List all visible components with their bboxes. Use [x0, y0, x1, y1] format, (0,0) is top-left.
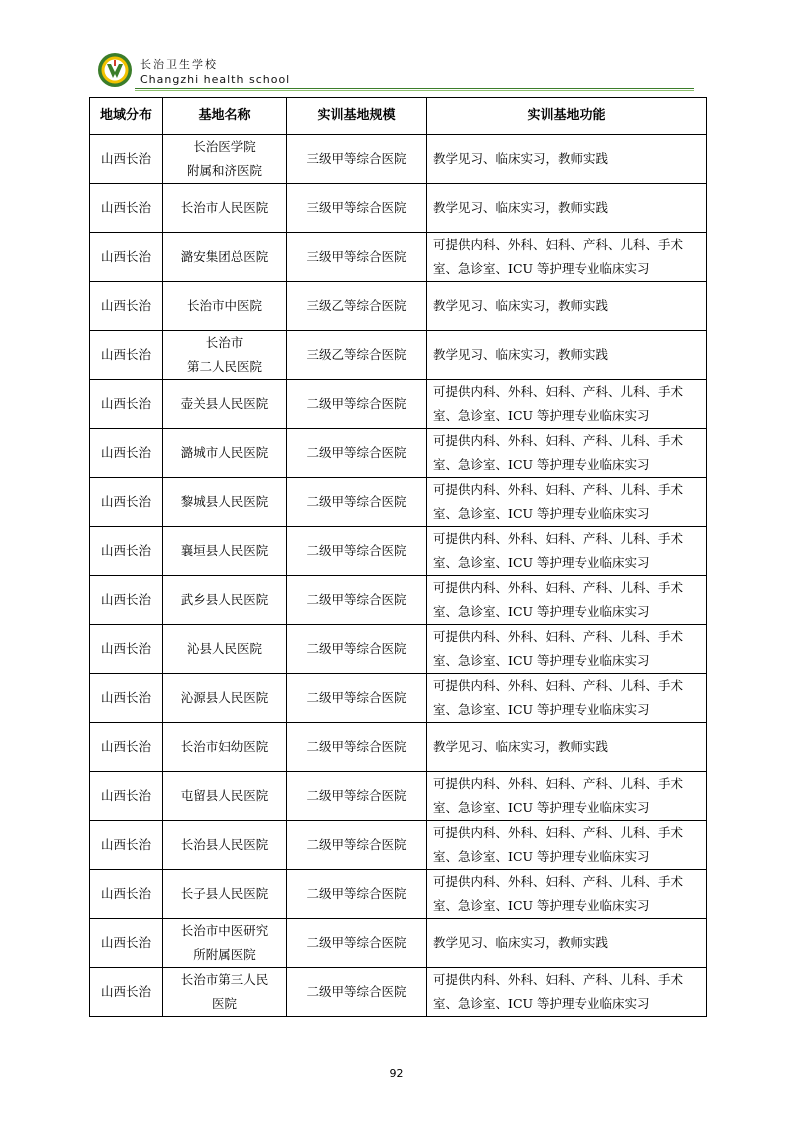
cell-scale: 三级甲等综合医院 [287, 233, 427, 282]
cell-function: 可提供内科、外科、妇科、产科、儿科、手术室、急诊室、ICU 等护理专业临床实习 [427, 380, 707, 429]
cell-scale: 二级甲等综合医院 [287, 625, 427, 674]
cell-region: 山西长治 [90, 429, 163, 478]
table-row [90, 429, 707, 478]
table-row [90, 527, 707, 576]
cell-function: 可提供内科、外科、妇科、产科、儿科、手术室、急诊室、ICU 等护理专业临床实习 [427, 968, 707, 1017]
table-header-row [90, 98, 707, 135]
cell-base-name: 长治市人民医院 [163, 184, 287, 233]
cell-function: 可提供内科、外科、妇科、产科、儿科、手术室、急诊室、ICU 等护理专业临床实习 [427, 674, 707, 723]
page-header [97, 52, 694, 92]
column-header-region: 地域分布 [90, 98, 163, 135]
table-row [90, 723, 707, 772]
training-base-table [89, 97, 707, 1017]
cell-scale: 二级甲等综合医院 [287, 380, 427, 429]
cell-scale: 三级乙等综合医院 [287, 282, 427, 331]
cell-region: 山西长治 [90, 576, 163, 625]
table-row [90, 380, 707, 429]
cell-region: 山西长治 [90, 919, 163, 968]
cell-function: 可提供内科、外科、妇科、产科、儿科、手术室、急诊室、ICU 等护理专业临床实习 [427, 429, 707, 478]
table-row [90, 674, 707, 723]
cell-base-name: 长子县人民医院 [163, 870, 287, 919]
cell-region: 山西长治 [90, 331, 163, 380]
cell-base-name: 襄垣县人民医院 [163, 527, 287, 576]
table-row [90, 233, 707, 282]
cell-function: 教学见习、临床实习，教师实践 [427, 919, 707, 968]
cell-base-name: 长治县人民医院 [163, 821, 287, 870]
cell-scale: 三级甲等综合医院 [287, 135, 427, 184]
table-row [90, 576, 707, 625]
cell-function: 教学见习、临床实习，教师实践 [427, 282, 707, 331]
table-row [90, 968, 707, 1017]
cell-function: 可提供内科、外科、妇科、产科、儿科、手术室、急诊室、ICU 等护理专业临床实习 [427, 478, 707, 527]
cell-scale: 二级甲等综合医院 [287, 576, 427, 625]
table-row [90, 184, 707, 233]
cell-scale: 二级甲等综合医院 [287, 821, 427, 870]
school-name-en: Changzhi health school [140, 73, 291, 86]
cell-function: 教学见习、临床实习，教师实践 [427, 331, 707, 380]
cell-base-name: 长治市妇幼医院 [163, 723, 287, 772]
cell-scale: 二级甲等综合医院 [287, 478, 427, 527]
cell-base-name: 潞安集团总医院 [163, 233, 287, 282]
cell-function: 可提供内科、外科、妇科、产科、儿科、手术室、急诊室、ICU 等护理专业临床实习 [427, 576, 707, 625]
cell-region: 山西长治 [90, 772, 163, 821]
table-row [90, 919, 707, 968]
table-row [90, 282, 707, 331]
table-row [90, 478, 707, 527]
cell-scale: 三级乙等综合医院 [287, 331, 427, 380]
header-rule-secondary [135, 90, 694, 91]
cell-base-name: 黎城县人民医院 [163, 478, 287, 527]
table-row [90, 331, 707, 380]
school-name-cn: 长治卫生学校 [140, 58, 218, 71]
cell-base-name: 沁源县人民医院 [163, 674, 287, 723]
cell-region: 山西长治 [90, 135, 163, 184]
cell-scale: 三级甲等综合医院 [287, 184, 427, 233]
table-row [90, 625, 707, 674]
cell-scale: 二级甲等综合医院 [287, 527, 427, 576]
table-row [90, 870, 707, 919]
column-header-scale: 实训基地规模 [287, 98, 427, 135]
cell-region: 山西长治 [90, 527, 163, 576]
school-logo-icon [97, 52, 133, 88]
cell-base-name: 武乡县人民医院 [163, 576, 287, 625]
cell-region: 山西长治 [90, 968, 163, 1017]
page-number: 92 [389, 1067, 404, 1080]
cell-scale: 二级甲等综合医院 [287, 968, 427, 1017]
cell-base-name: 长治市中医院 [163, 282, 287, 331]
cell-function: 可提供内科、外科、妇科、产科、儿科、手术室、急诊室、ICU 等护理专业临床实习 [427, 527, 707, 576]
column-header-function: 实训基地功能 [427, 98, 707, 135]
cell-base-name: 屯留县人民医院 [163, 772, 287, 821]
cell-scale: 二级甲等综合医院 [287, 723, 427, 772]
cell-region: 山西长治 [90, 282, 163, 331]
cell-base-name: 沁县人民医院 [163, 625, 287, 674]
cell-region: 山西长治 [90, 821, 163, 870]
cell-region: 山西长治 [90, 233, 163, 282]
cell-scale: 二级甲等综合医院 [287, 772, 427, 821]
cell-function: 教学见习、临床实习，教师实践 [427, 184, 707, 233]
cell-function: 可提供内科、外科、妇科、产科、儿科、手术室、急诊室、ICU 等护理专业临床实习 [427, 870, 707, 919]
table-body [90, 135, 707, 1017]
cell-base-name: 潞城市人民医院 [163, 429, 287, 478]
cell-base-name: 长治市 第二人民医院 [163, 331, 287, 380]
cell-base-name: 长治市第三人民 医院 [163, 968, 287, 1017]
cell-scale: 二级甲等综合医院 [287, 870, 427, 919]
cell-scale: 二级甲等综合医院 [287, 429, 427, 478]
table-row [90, 135, 707, 184]
cell-region: 山西长治 [90, 380, 163, 429]
cell-scale: 二级甲等综合医院 [287, 919, 427, 968]
cell-function: 可提供内科、外科、妇科、产科、儿科、手术室、急诊室、ICU 等护理专业临床实习 [427, 233, 707, 282]
cell-region: 山西长治 [90, 478, 163, 527]
cell-region: 山西长治 [90, 184, 163, 233]
cell-function: 可提供内科、外科、妇科、产科、儿科、手术室、急诊室、ICU 等护理专业临床实习 [427, 625, 707, 674]
cell-base-name: 长治市中医研究 所附属医院 [163, 919, 287, 968]
cell-scale: 二级甲等综合医院 [287, 674, 427, 723]
table-row [90, 821, 707, 870]
cell-region: 山西长治 [90, 625, 163, 674]
cell-function: 教学见习、临床实习，教师实践 [427, 135, 707, 184]
column-header-base-name: 基地名称 [163, 98, 287, 135]
cell-region: 山西长治 [90, 723, 163, 772]
cell-function: 教学见习、临床实习，教师实践 [427, 723, 707, 772]
table-row [90, 772, 707, 821]
cell-function: 可提供内科、外科、妇科、产科、儿科、手术室、急诊室、ICU 等护理专业临床实习 [427, 772, 707, 821]
header-rule [135, 88, 694, 89]
cell-region: 山西长治 [90, 870, 163, 919]
cell-base-name: 壶关县人民医院 [163, 380, 287, 429]
cell-base-name: 长治医学院 附属和济医院 [163, 135, 287, 184]
cell-function: 可提供内科、外科、妇科、产科、儿科、手术室、急诊室、ICU 等护理专业临床实习 [427, 821, 707, 870]
cell-region: 山西长治 [90, 674, 163, 723]
